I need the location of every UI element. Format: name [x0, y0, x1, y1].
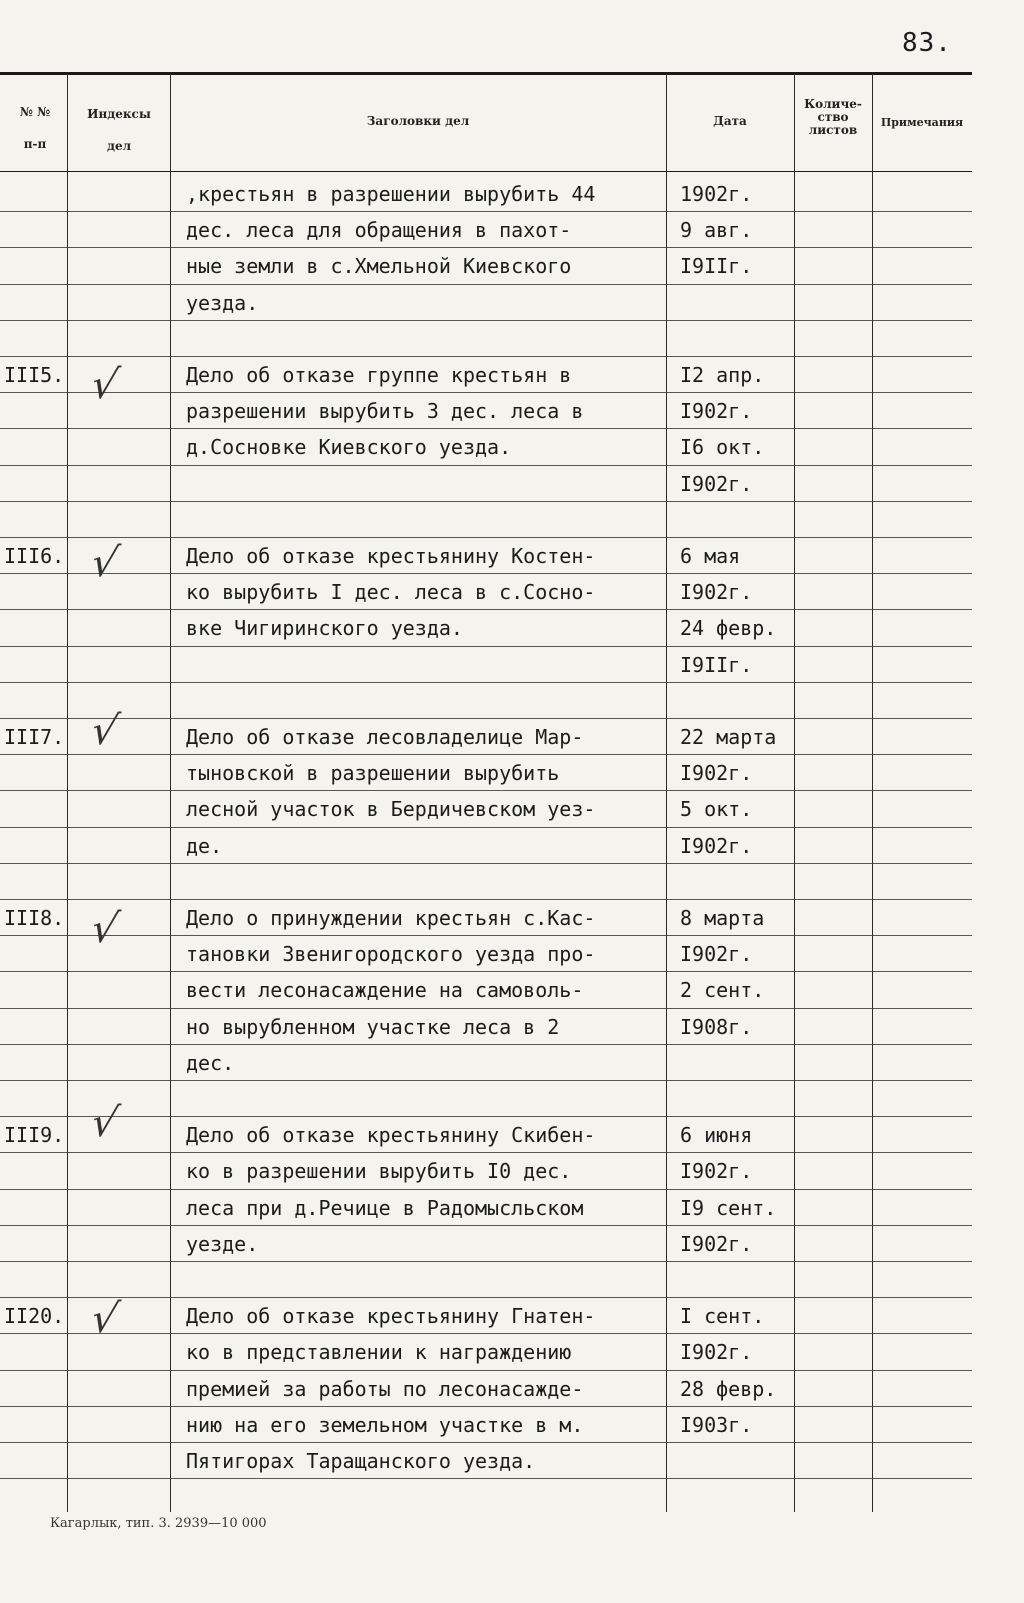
row-date: 28 февр. [680, 1376, 777, 1401]
row-number: III6. [4, 544, 65, 568]
row-title: уезде. [186, 1231, 259, 1256]
row-date: 2 сент. [680, 978, 765, 1003]
header-index: Индексы дел [87, 107, 151, 153]
row-title: тыновской в разрешении вырубить [186, 761, 560, 786]
table-top-border [0, 72, 972, 75]
row-rule [0, 211, 972, 212]
row-date: I908г. [680, 1014, 753, 1039]
row-rule [0, 1478, 972, 1479]
row-title: де. [186, 833, 223, 858]
row-date: I902г. [680, 1340, 753, 1365]
row-rule [0, 1225, 972, 1226]
row-title: ные земли в с.Хмельной Киевского [186, 254, 572, 279]
header-notes: Примечания [880, 116, 964, 129]
row-date: I902г. [680, 471, 753, 496]
header-bottom-border [0, 171, 972, 172]
header-title: Заголовки дел [366, 114, 470, 128]
column-divider [67, 72, 68, 1512]
row-rule [0, 1442, 972, 1443]
row-rule [0, 827, 972, 828]
row-rule [0, 1152, 972, 1153]
row-title: но вырубленном участке леса в 2 [186, 1014, 560, 1039]
row-date: 8 марта [680, 906, 765, 930]
row-date: I902г. [680, 761, 753, 786]
row-rule [0, 537, 972, 538]
row-date: I902г. [680, 833, 753, 858]
row-title: Дело об отказе крестьянину Гнатен- [186, 1304, 596, 1329]
checkmark-icon: √ [87, 540, 123, 586]
row-title: вке Чигиринского уезда. [186, 616, 463, 641]
row-rule [0, 1297, 972, 1298]
row-rule [0, 1370, 972, 1371]
row-number: III5. [4, 363, 65, 387]
row-title: Дело об отказе крестьянину Скибен- [186, 1123, 596, 1148]
row-date: I902г. [680, 1159, 753, 1184]
row-date: 9 авг. [680, 218, 753, 243]
checkmark-icon: √ [87, 1100, 123, 1146]
row-title: тановки Звенигородского уезда про- [186, 942, 596, 967]
row-date: 6 мая [680, 544, 741, 568]
row-date: 5 окт. [680, 797, 753, 822]
row-rule [0, 247, 972, 248]
row-title: леса при д.Речице в Радомысльском [186, 1195, 584, 1220]
row-rule [0, 284, 972, 285]
row-title: дес. леса для обращения в пахот- [186, 218, 572, 243]
row-rule [0, 718, 972, 719]
row-date: I9IIг. [680, 254, 753, 279]
row-title: разрешении вырубить 3 дес. леса в [186, 399, 584, 424]
row-rule [0, 1080, 972, 1081]
row-date: I сент. [680, 1304, 765, 1329]
header-sheets: Количе- ство листов [804, 97, 862, 137]
row-title: премией за работы по лесонасажде- [186, 1376, 584, 1401]
row-date: 1902г. [680, 182, 753, 206]
printer-footer: Кагарлык, тип. 3. 2939—10 000 [50, 1516, 267, 1531]
row-rule [0, 935, 972, 936]
page-number: 83. [902, 28, 952, 58]
row-rule [0, 863, 972, 864]
row-title: ко в представлении к награждению [186, 1340, 572, 1365]
row-title: дес. [186, 1050, 235, 1075]
row-rule [0, 428, 972, 429]
row-rule [0, 790, 972, 791]
row-title: ко в разрешении вырубить I0 дес. [186, 1159, 572, 1184]
row-title: ,крестьян в разрешении вырубить 44 [186, 182, 596, 206]
row-title: нию на его земельном участке в м. [186, 1412, 584, 1437]
column-divider [666, 72, 667, 1512]
header-date: Дата [713, 114, 747, 128]
row-date: I6 окт. [680, 435, 765, 460]
column-divider [794, 72, 795, 1512]
checkmark-icon: √ [87, 1296, 123, 1342]
row-rule [0, 1406, 972, 1407]
row-date: I2 апр. [680, 363, 765, 387]
row-rule [0, 392, 972, 393]
row-date: I9IIг. [680, 652, 753, 677]
row-date: I9 сент. [680, 1195, 777, 1220]
column-divider [872, 72, 873, 1512]
row-title: лесной участок в Бердичевском уез- [186, 797, 596, 822]
row-rule [0, 646, 972, 647]
row-rule [0, 899, 972, 900]
row-rule [0, 1116, 972, 1117]
checkmark-icon: √ [87, 362, 123, 408]
row-title: Пятигорах Таращанского уезда. [186, 1449, 536, 1473]
row-date: I902г. [680, 1231, 753, 1256]
row-rule [0, 1044, 972, 1045]
row-date: I902г. [680, 942, 753, 967]
row-title: д.Сосновке Киевского уезда. [186, 435, 512, 460]
row-rule [0, 1261, 972, 1262]
row-title: ко вырубить I дес. леса в с.Сосно- [186, 580, 596, 605]
row-title: Дело о принуждении крестьян с.Кас- [186, 906, 596, 930]
row-rule [0, 465, 972, 466]
checkmark-icon: √ [87, 708, 123, 754]
row-title: уезда. [186, 290, 259, 315]
row-date: I903г. [680, 1412, 753, 1437]
checkmark-icon: √ [87, 906, 123, 952]
row-rule [0, 356, 972, 357]
row-rule [0, 1008, 972, 1009]
row-number: II20. [4, 1304, 65, 1329]
header-num: № № п-п [19, 105, 51, 151]
row-title: Дело об отказе крестьянину Костен- [186, 544, 596, 568]
row-title: вести лесонасаждение на самоволь- [186, 978, 584, 1003]
column-divider [170, 72, 171, 1512]
row-number: III8. [4, 906, 65, 930]
row-rule [0, 320, 972, 321]
row-date: I902г. [680, 399, 753, 424]
row-rule [0, 1189, 972, 1190]
row-rule [0, 1333, 972, 1334]
row-rule [0, 754, 972, 755]
row-date: 22 марта [680, 725, 777, 749]
row-rule [0, 682, 972, 683]
row-number: III7. [4, 725, 65, 749]
row-rule [0, 573, 972, 574]
row-rule [0, 971, 972, 972]
row-date: 6 июня [680, 1123, 753, 1148]
row-title: Дело об отказе группе крестьян в [186, 363, 572, 387]
row-date: I902г. [680, 580, 753, 605]
row-rule [0, 501, 972, 502]
row-title: Дело об отказе лесовладелице Мар- [186, 725, 584, 749]
row-date: 24 февр. [680, 616, 777, 641]
row-rule [0, 609, 972, 610]
row-number: III9. [4, 1123, 65, 1148]
